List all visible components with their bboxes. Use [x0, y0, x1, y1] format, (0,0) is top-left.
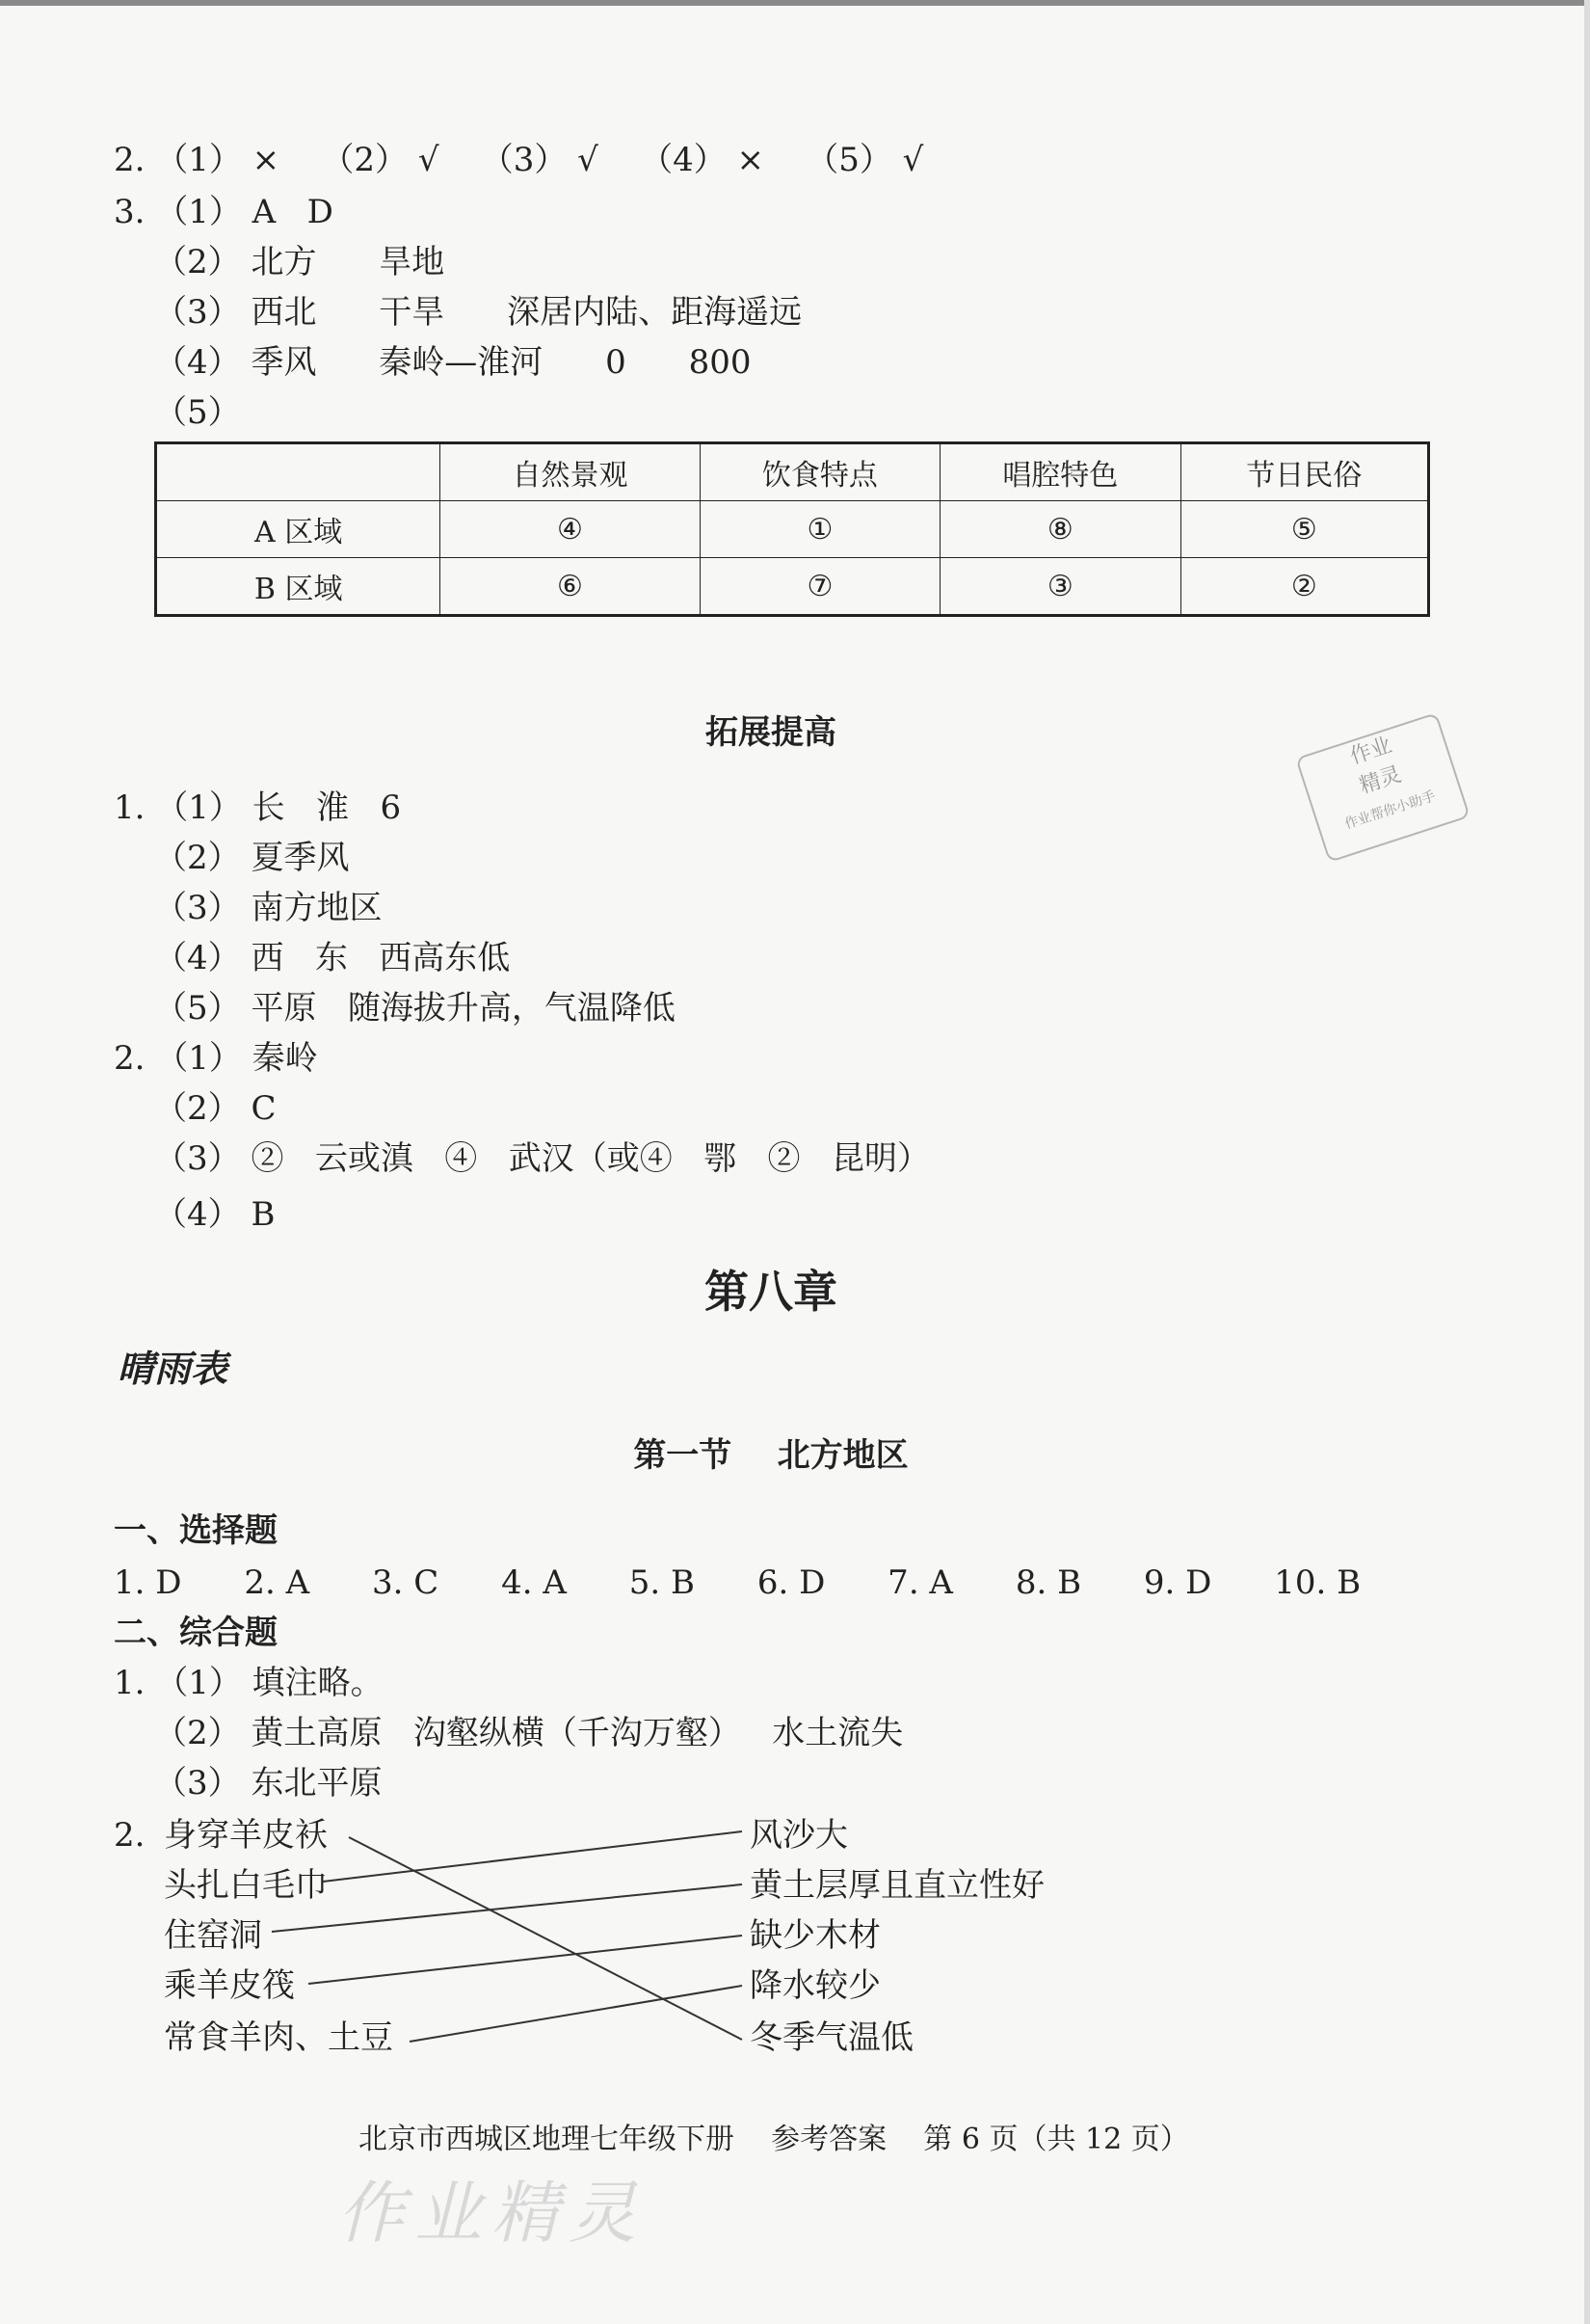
match-right-item: 缺少木材 [750, 1916, 881, 1955]
table-header-cell: 节日民俗 [1180, 443, 1428, 501]
match-left-item: 乘羊皮筏 [164, 1966, 295, 2005]
comp-line-3: （3） 东北平原 [154, 1764, 383, 1803]
match-left-item: 常食羊肉、土豆 [164, 2018, 393, 2057]
comprehensive-heading: 二、综合题 [114, 1614, 278, 1652]
answer-line-3-3: （3） 西北 干旱 深居内陆、距海遥远 [154, 293, 803, 332]
page-footer: 北京市西城区地理七年级下册 参考答案 第 6 页（共 12 页） [358, 2123, 1189, 2156]
match-right-item: 冬季气温低 [750, 2018, 914, 2057]
ext-line-1: 1. （1） 长 淮 6 [114, 788, 402, 827]
ext-line-9: （4） B [154, 1195, 276, 1234]
match-number: 2. [114, 1816, 146, 1855]
section-title: 第一节 北方地区 [633, 1436, 909, 1475]
table-cell: ② [1180, 558, 1428, 616]
match-left-item: 住窑洞 [164, 1916, 262, 1955]
table-cell: ① [700, 501, 940, 558]
comp-line-2: （2） 黄土高原 沟壑纵横（千沟万壑） 水土流失 [154, 1714, 904, 1752]
match-line [272, 1884, 742, 1932]
stamp-line: 作业 [1346, 733, 1395, 770]
answer-line-3-1: 3. （1） A D [114, 193, 333, 231]
ext-line-2: （2） 夏季风 [154, 839, 350, 877]
ext-line-7: （2） C [154, 1089, 277, 1128]
match-left-item: 身穿羊皮袄 [164, 1816, 328, 1855]
ext-line-4: （4） 西 东 西高东低 [154, 939, 511, 977]
table-cell: ④ [440, 501, 700, 558]
table-cell: ⑧ [941, 501, 1180, 558]
table-header-cell: 唱腔特色 [941, 443, 1180, 501]
table-cell: B 区域 [156, 558, 440, 616]
table-header-cell: 饮食特点 [700, 443, 940, 501]
ext-line-6: 2. （1） 秦岭 [114, 1039, 318, 1078]
watermark: 作业精灵 [337, 2174, 646, 2253]
table-cell: ⑦ [700, 558, 940, 616]
match-right-item: 黄土层厚且直立性好 [750, 1866, 1045, 1905]
match-left-item: 头扎白毛巾 [164, 1866, 328, 1905]
answer-line-3-4: （4） 季风 秦岭—淮河 0 800 [154, 343, 752, 382]
section-title-extension: 拓展提高 [705, 713, 836, 752]
table-cell: ⑤ [1180, 501, 1428, 558]
table-cell: ⑥ [440, 558, 700, 616]
table-cell: ③ [941, 558, 1180, 616]
ext-line-3: （3） 南方地区 [154, 889, 383, 927]
answer-line-2: 2. （1） × （2） √ （3） √ （4） × （5） √ [114, 141, 924, 179]
match-right-item: 降水较少 [750, 1966, 881, 2005]
table-header-cell: 自然景观 [440, 443, 700, 501]
answer-line-3-5: （5） [154, 393, 241, 432]
choice-heading: 一、选择题 [114, 1511, 278, 1550]
stamp-line: 作业帮你小助手 [1342, 788, 1438, 833]
match-right-item: 风沙大 [750, 1816, 848, 1855]
chapter-title: 第八章 [704, 1266, 837, 1318]
answer-line-3-2: （2） 北方 旱地 [154, 243, 445, 281]
ext-line-8: （3） ② 云或滇 ④ 武汉（或④ 鄂 ② 昆明） [154, 1139, 930, 1178]
match-line [349, 1837, 742, 2040]
choice-answers: 1. D 2. A 3. C 4. A 5. B 6. D 7. A 8. B 9. D 10. B [114, 1563, 1362, 1602]
ext-line-5: （5） 平原 随海拔升高，气温降低 [154, 989, 676, 1028]
section-label: 晴雨表 [118, 1347, 228, 1390]
table-cell: A 区域 [156, 501, 440, 558]
stamp-line: 精灵 [1356, 762, 1405, 799]
comp-line-1: 1. （1） 填注略。 [114, 1664, 384, 1702]
match-line [308, 1936, 742, 1984]
